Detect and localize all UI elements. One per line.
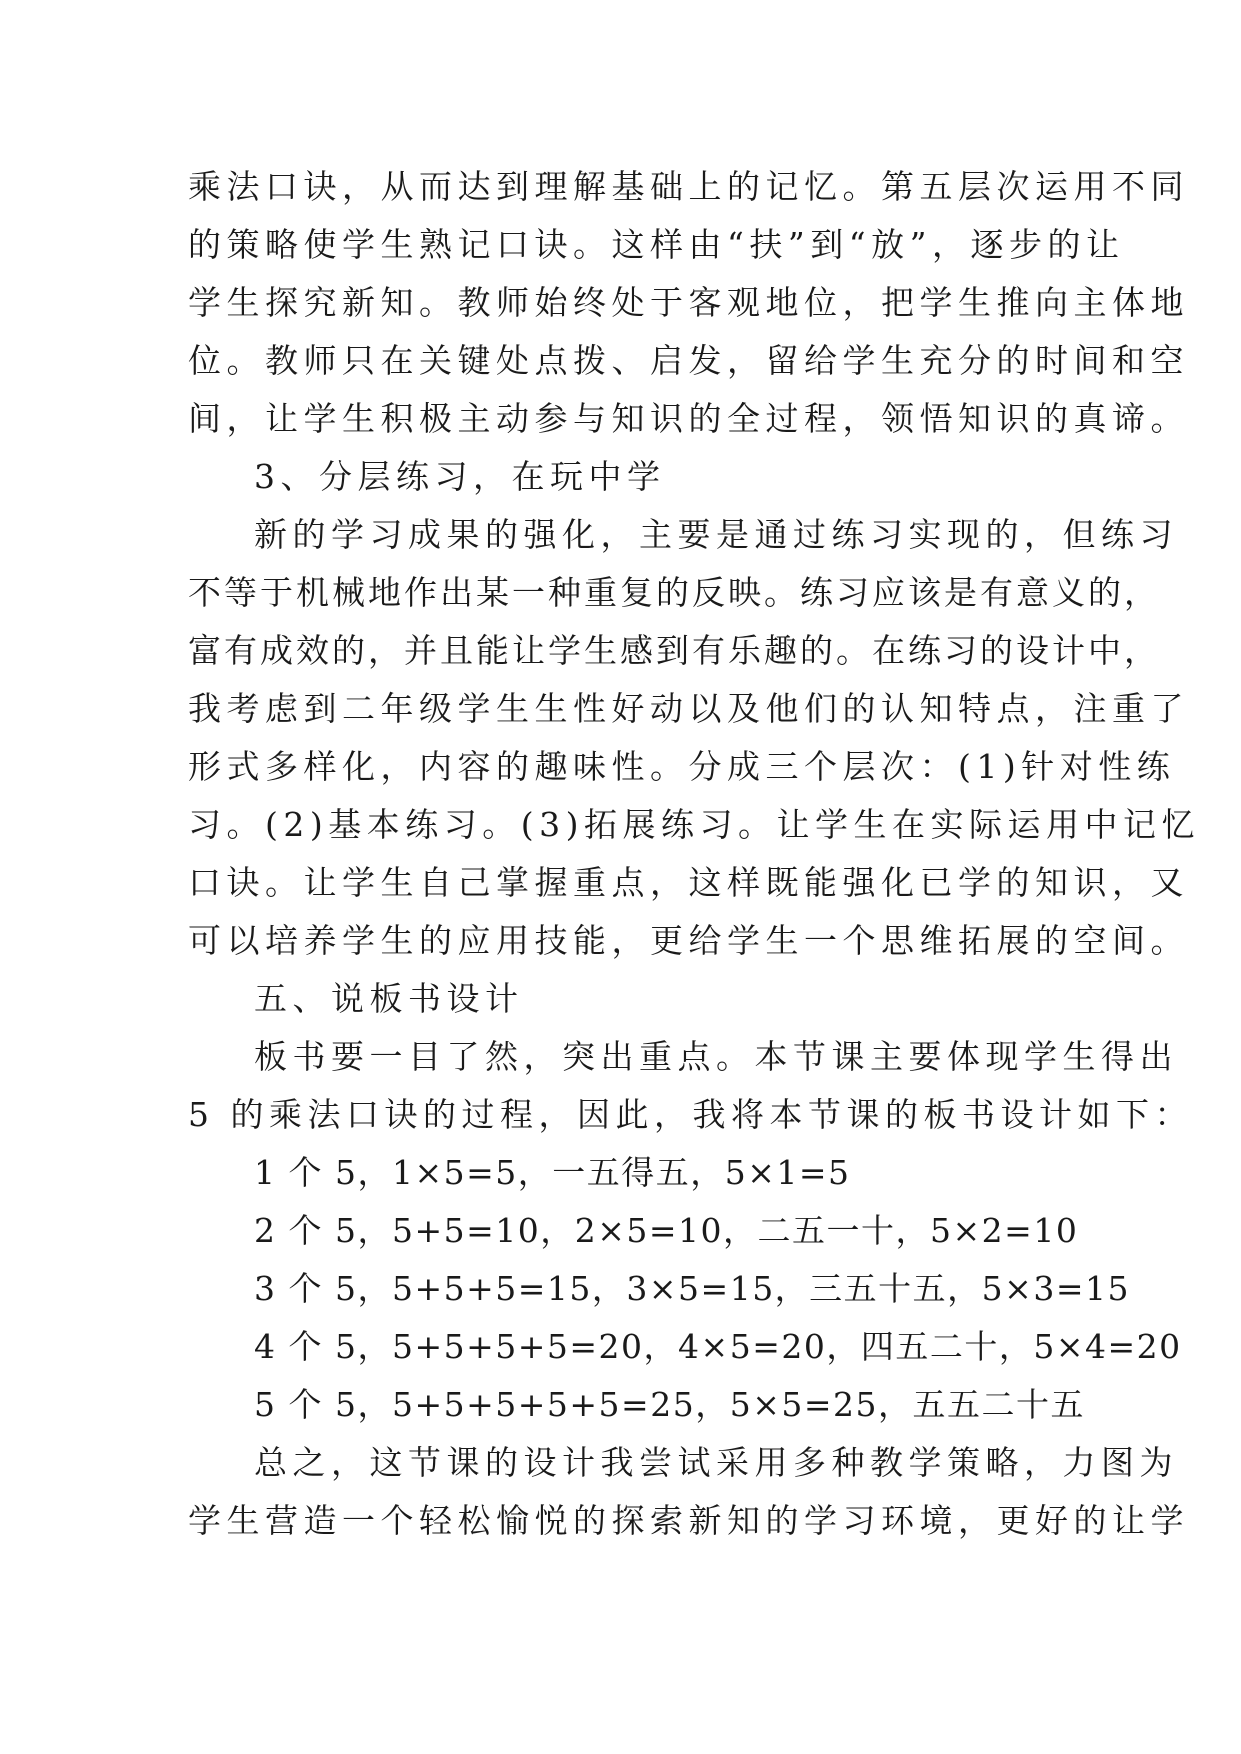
paragraph-line: 学生营造一个轻松愉悦的探索新知的学习环境，更好的让学 bbox=[188, 1501, 1189, 1540]
paragraph-line: 5 的乘法口诀的过程，因此，我将本节课的板书设计如下： bbox=[188, 1095, 1193, 1134]
document-body bbox=[188, 158, 1200, 1550]
paragraph-line: 的策略使学生熟记口诀。这样由“扶”到“放”，逐步的让 bbox=[188, 225, 1125, 264]
paragraph-line: 富有成效的，并且能让学生感到有乐趣的。在练习的设计中， bbox=[188, 631, 1160, 670]
paragraph-line: 乘法口诀，从而达到理解基础上的记忆。第五层次运用不同 bbox=[188, 167, 1189, 206]
paragraph-line: 可以培养学生的应用技能，更给学生一个思维拓展的空间。 bbox=[188, 921, 1189, 960]
paragraph-line: 间，让学生积极主动参与知识的全过程，领悟知识的真谛。 bbox=[188, 399, 1189, 438]
paragraph-line: 我考虑到二年级学生生性好动以及他们的认知特点，注重了 bbox=[188, 689, 1189, 728]
paragraph-line: 新的学习成果的强化，主要是通过练习实现的，但练习 bbox=[254, 515, 1178, 554]
board-design-line: 3 个 5，5+5+5=15，3×5=15，三五十五，5×3=15 bbox=[254, 1269, 1130, 1308]
paragraph-line: 学生探究新知。教师始终处于客观地位，把学生推向主体地 bbox=[188, 283, 1189, 322]
paragraph-line: 总之，这节课的设计我尝试采用多种教学策略，力图为 bbox=[254, 1443, 1178, 1482]
paragraph-line: 板书要一目了然，突出重点。本节课主要体现学生得出 bbox=[254, 1037, 1178, 1076]
board-design-line: 4 个 5，5+5+5+5=20，4×5=20，四五二十，5×4=20 bbox=[254, 1327, 1182, 1366]
paragraph-line: 不等于机械地作出某一种重复的反映。练习应该是有意义的， bbox=[188, 573, 1160, 612]
paragraph-line: 位。教师只在关键处点拨、启发，留给学生充分的时间和空 bbox=[188, 341, 1189, 380]
board-design-line: 1 个 5，1×5=5，一五得五，5×1=5 bbox=[254, 1153, 851, 1192]
board-design-line: 2 个 5，5+5=10，2×5=10，二五一十，5×2=10 bbox=[254, 1211, 1079, 1250]
section-heading: 五、说板书设计 bbox=[254, 979, 524, 1018]
paragraph-line: 形式多样化，内容的趣味性。分成三个层次：(1)针对性练 bbox=[188, 747, 1176, 786]
paragraph-line: 习。(2)基本练习。(3)拓展练习。让学生在实际运用中记忆 bbox=[188, 805, 1200, 844]
section-heading: 3、分层练习，在玩中学 bbox=[254, 457, 666, 496]
paragraph-line: 口诀。让学生自己掌握重点，这样既能强化已学的知识，又 bbox=[188, 863, 1189, 902]
board-design-line: 5 个 5，5+5+5+5+5=25，5×5=25，五五二十五 bbox=[254, 1385, 1085, 1424]
